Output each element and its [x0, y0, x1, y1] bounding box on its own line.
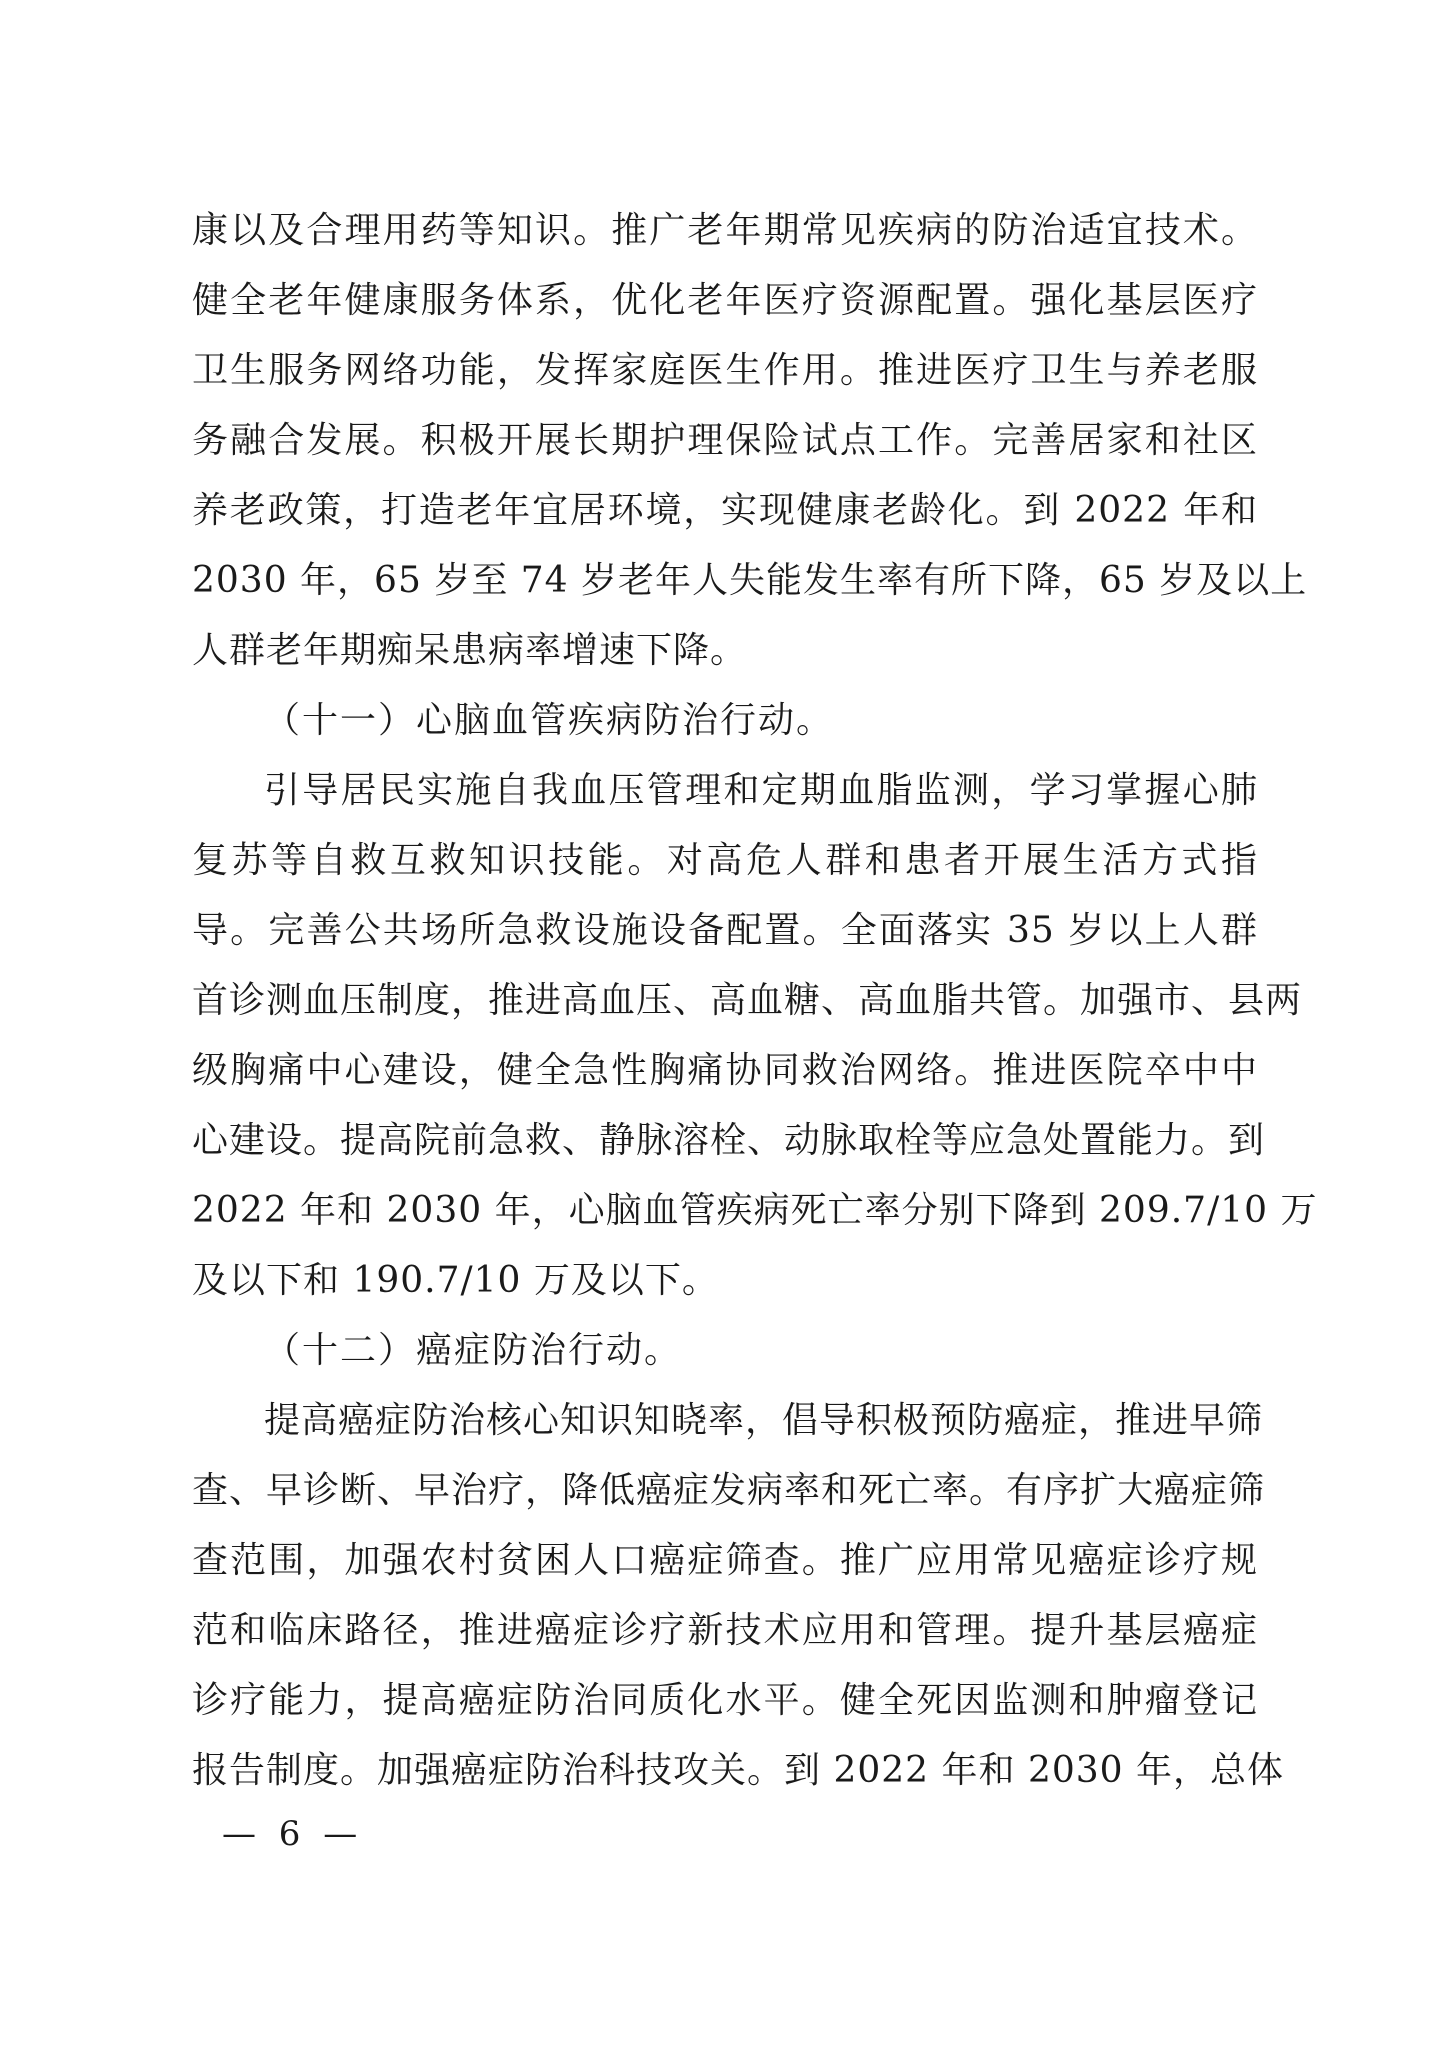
paragraph-3-line-2: 查、早诊断、早治疗，降低癌症发病率和死亡率。有序扩大癌症筛	[192, 1470, 1266, 1511]
paragraph-1-line-1: 康以及合理用药等知识。推广老年期常见疾病的防治适宜技术。	[192, 210, 1258, 251]
paragraph-1-line-2: 健全老年健康服务体系，优化老年医疗资源配置。强化基层医疗	[192, 280, 1258, 321]
paragraph-2-line-8: 及以下和 190.7/10 万及以下。	[192, 1260, 719, 1301]
paragraph-1-line-7: 人群老年期痴呆患病率增速下降。	[192, 630, 748, 671]
paragraph-1-line-4: 务融合发展。积极开展长期护理保险试点工作。完善居家和社区	[192, 420, 1258, 461]
paragraph-3-line-6: 报告制度。加强癌症防治科技攻关。到 2022 年和 2030 年，总体	[192, 1750, 1285, 1791]
paragraph-3-line-1: 提高癌症防治核心知识知晓率，倡导积极预防癌症，推进早筛	[264, 1400, 1264, 1441]
page-number: — 6 —	[222, 1814, 364, 1854]
paragraph-1-line-6: 2030 年，65 岁至 74 岁老年人失能发生率有所下降，65 岁及以上	[192, 560, 1308, 601]
paragraph-2-line-7: 2022 年和 2030 年，心脑血管疾病死亡率分别下降到 209.7/10 万	[192, 1190, 1318, 1231]
paragraph-1-line-3: 卫生服务网络功能，发挥家庭医生作用。推进医疗卫生与养老服	[192, 350, 1258, 391]
section-heading-11: （十一）心脑血管疾病防治行动。	[264, 700, 835, 741]
paragraph-3-line-5: 诊疗能力，提高癌症防治同质化水平。健全死因监测和肿瘤登记	[192, 1680, 1258, 1721]
paragraph-2-line-1: 引导居民实施自我血压管理和定期血脂监测，学习掌握心肺	[264, 770, 1258, 811]
paragraph-3-line-3: 查范围，加强农村贫困人口癌症筛查。推广应用常见癌症诊疗规	[192, 1540, 1258, 1581]
paragraph-2-line-2: 复苏等自救互救知识技能。对高危人群和患者开展生活方式指	[192, 840, 1258, 881]
paragraph-2-line-5: 级胸痛中心建设，健全急性胸痛协同救治网络。推进医院卒中中	[192, 1050, 1258, 1091]
paragraph-2-line-6: 心建设。提高院前急救、静脉溶栓、动脉取栓等应急处置能力。到	[192, 1120, 1266, 1161]
paragraph-2-line-3: 导。完善公共场所急救设施设备配置。全面落实 35 岁以上人群	[192, 910, 1258, 951]
paragraph-1-line-5: 养老政策，打造老年宜居环境，实现健康老龄化。到 2022 年和	[192, 490, 1258, 531]
paragraph-3-line-4: 范和临床路径，推进癌症诊疗新技术应用和管理。提升基层癌症	[192, 1610, 1258, 1651]
paragraph-2-line-4: 首诊测血压制度，推进高血压、高血糖、高血脂共管。加强市、县两	[192, 980, 1303, 1021]
section-heading-12: （十二）癌症防治行动。	[264, 1330, 683, 1371]
